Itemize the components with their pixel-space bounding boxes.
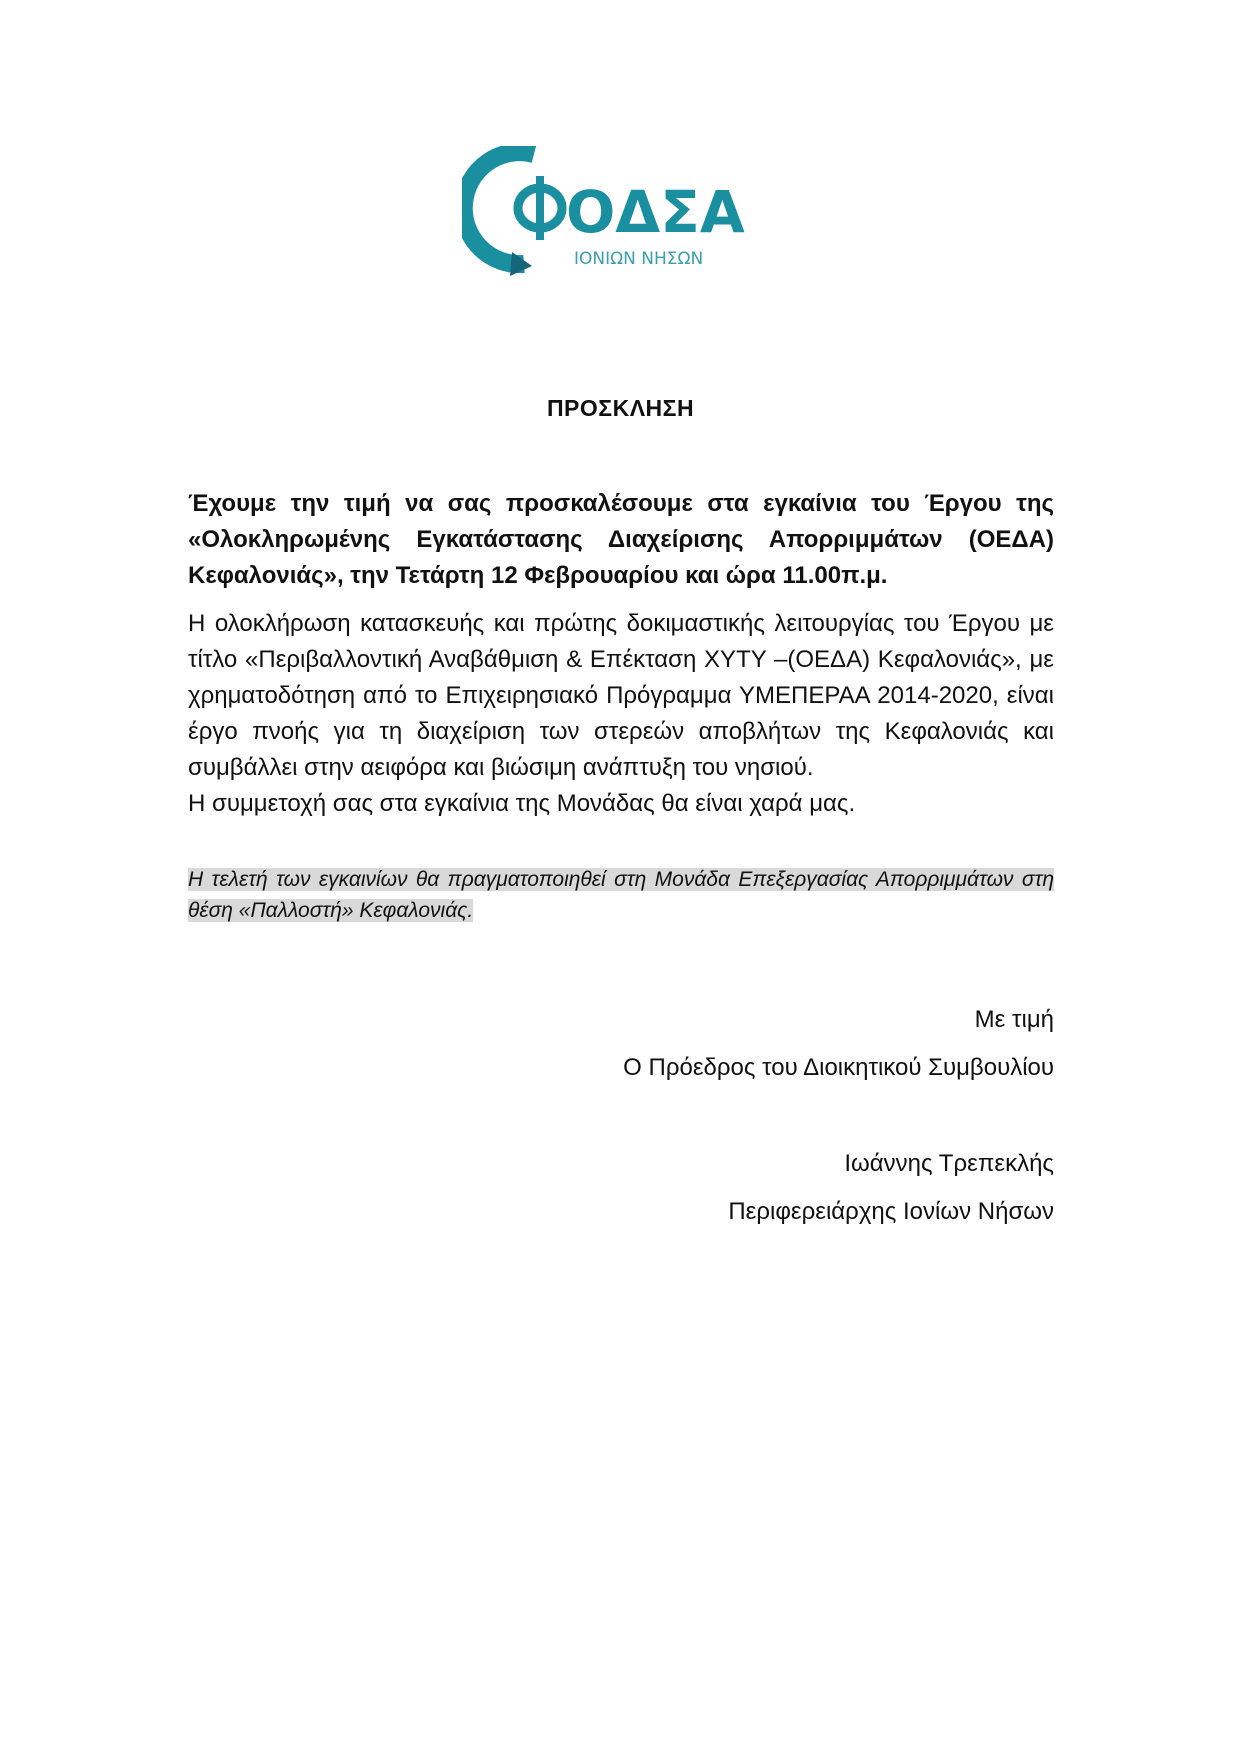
signature-name: Ιωάννης Τρεπεκλής <box>844 1150 1054 1177</box>
organization-logo <box>462 146 782 276</box>
document-title: ΠΡΟΣΚΛΗΣΗ <box>546 395 695 421</box>
signature-closing: Με τιμή <box>974 1006 1054 1033</box>
logo-letters: ΟΔΣΑ <box>566 178 745 246</box>
participation-line: Η συμμετοχή σας στα εγκαίνια της Μονάδας θα είναι χαρά μας. <box>188 790 856 817</box>
logo-recycle-arrow-icon <box>464 152 534 264</box>
logo-subtitle: ΙΟΝΙΩΝ ΝΗΣΩΝ <box>574 249 704 269</box>
document-body <box>188 486 1054 926</box>
signature-role: Ο Πρόεδρος του Διοικητικού Συμβουλίου <box>623 1054 1054 1081</box>
invitation-intro: Έχουμε την τιμή να σας προσκαλέσουμε στα εγκαίνια του Έργου της «Ολοκληρωμένης Εγκατάστασης Διαχείρισης Απορριμμάτων (ΟΕΔΑ) Κεφαλονιάς», την Τετάρτη 12 Φεβρουαρίου και ώρα 11.00π.μ. <box>188 490 1054 589</box>
project-description: Η ολοκλήρωση κατασκευής και πρώτης δοκιμαστικής λειτουργίας του Έργου με τίτλο «Περιβαλλοντική Αναβάθμιση & Επέκταση ΧΥΤΥ –(ΟΕΔΑ) Κεφαλονιάς», με χρηματοδότηση από το Επιχειρησιακό Πρόγραμμα ΥΜΕΠΕΡΑΑ 2014-2020, είναι έργο πνοής για τη διαχείριση των στερεών αποβλήτων της Κεφαλονιάς και συμβάλλει στην αειφόρα και βιώσιμη ανάπτυξη του νησιού. <box>188 610 1054 781</box>
ceremony-note-block <box>188 864 1054 926</box>
signature-position: Περιφερειάρχης Ιονίων Νήσων <box>728 1198 1054 1225</box>
ceremony-note: Η τελετή των εγκαινίων θα πραγματοποιηθεί στη Μονάδα Επεξεργασίας Απορριμμάτων στη θέση «Παλλοστή» Κεφαλονιάς. <box>188 868 1054 922</box>
